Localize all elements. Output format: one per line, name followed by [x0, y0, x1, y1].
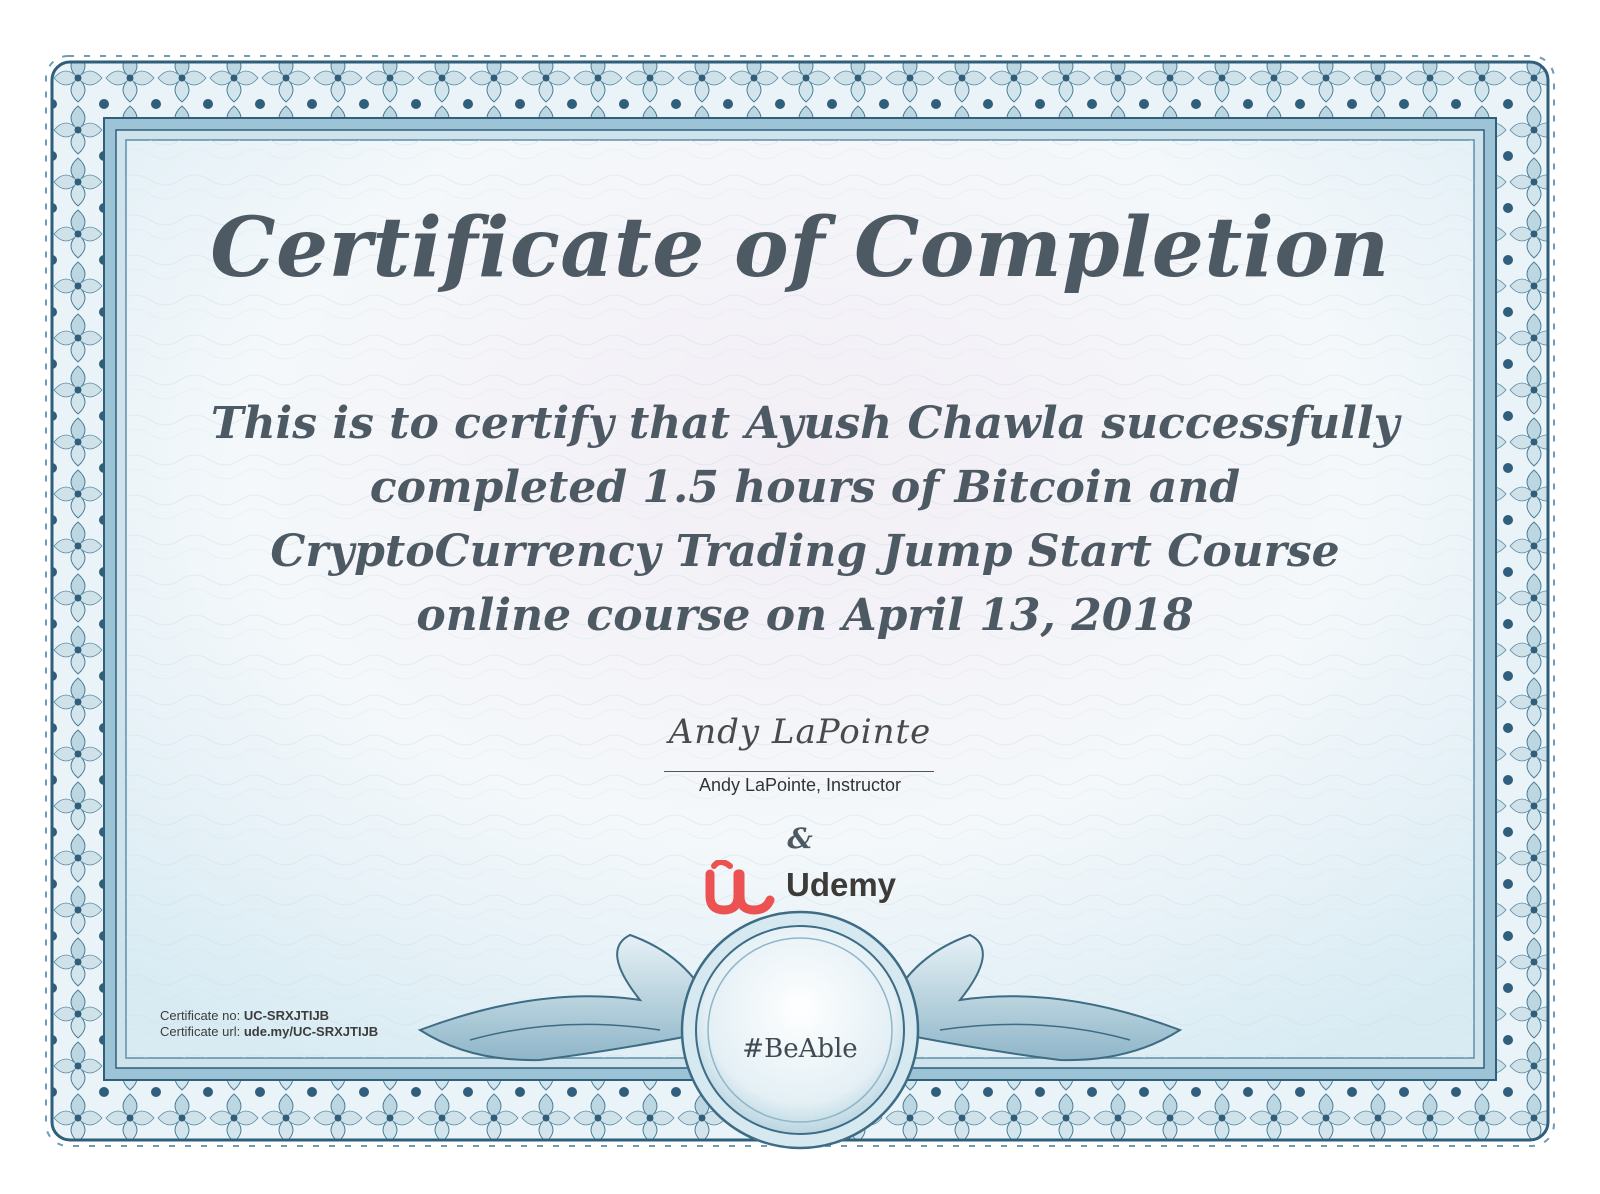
- udemy-wordmark: Udemy: [786, 866, 897, 903]
- statement-line: online course on April 13, 2018: [416, 590, 1194, 641]
- certificate-number-row: [160, 1008, 378, 1024]
- udemy-logo: [700, 860, 900, 916]
- seal-text: #BeAble: [742, 1034, 858, 1064]
- certificate-number-value: UC-SRXJTIJB: [243, 1008, 330, 1023]
- certificate-info: [160, 1008, 378, 1040]
- statement-line: This is to certify that Ayush Chawla successfully: [210, 398, 1400, 449]
- instructor-signature: Andy LaPointe: [668, 712, 932, 752]
- certificate-statement: [160, 392, 1450, 648]
- certificate-number-label: Certificate no:: [160, 1008, 241, 1023]
- ampersand: &: [787, 822, 813, 855]
- signature-line: [664, 771, 934, 772]
- udemy-mark-icon: [700, 860, 780, 916]
- certificate-url-label: Certificate url:: [160, 1024, 241, 1039]
- signature-caption: Andy LaPointe, Instructor: [698, 775, 902, 795]
- certificate-url-row: [160, 1024, 378, 1040]
- certificate-title: Certificate of Completion: [210, 200, 1390, 296]
- statement-line: CryptoCurrency Trading Jump Start Course: [270, 526, 1340, 577]
- certificate-url-link[interactable]: ude.my/UC-SRXJTIJB: [243, 1024, 379, 1039]
- statement-line: completed 1.5 hours of Bitcoin and: [369, 462, 1241, 513]
